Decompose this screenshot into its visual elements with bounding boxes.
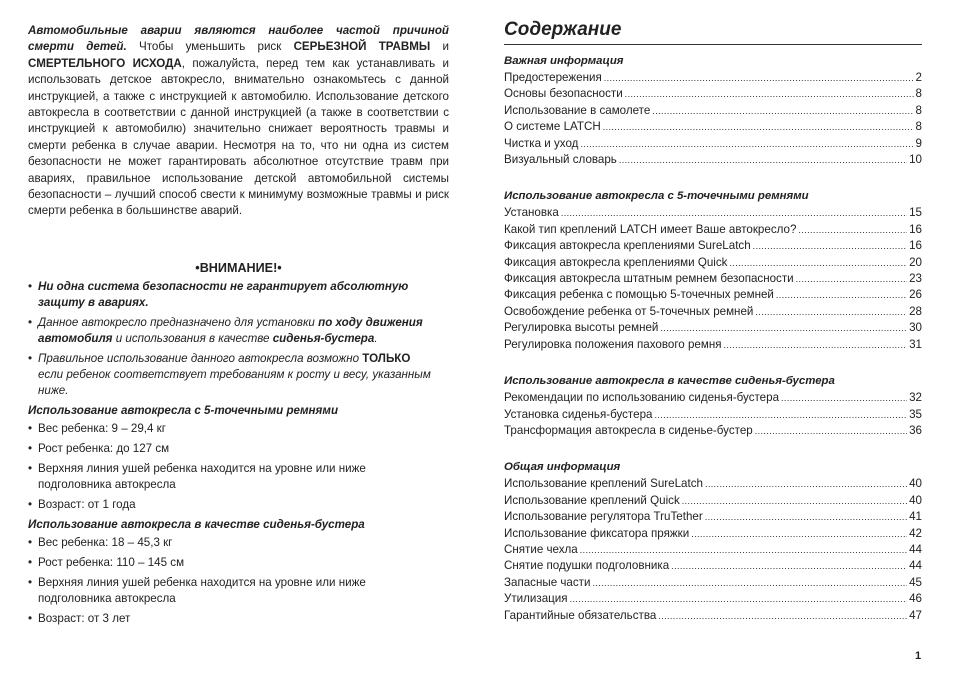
toc-entry-title: Освобождение ребенка от 5-точечных ремней [504,304,754,318]
warning-emphasis: ТОЛЬКО [362,351,411,365]
warning-emphasis: сиденья-бустера [272,331,375,345]
warning-text: Правильное использование данного автокресла возможно [38,351,363,365]
toc-entry[interactable] [504,423,922,439]
toc-entry[interactable] [504,86,922,102]
toc-entry-title: Фиксация ребенка с помощью 5-точечных ремней [504,288,774,302]
list-item: • Рост ребенка: до 127 см [28,441,418,457]
toc-leader-dots [625,86,914,102]
toc-entry[interactable] [504,238,922,254]
warning-text: Данное автокресло предназначено для установки [38,315,319,329]
toc-entry-title: Запасные части [504,575,591,589]
intro-lead: Автомобильные аварии являются наиболее частой причиной смерти детей. [28,24,449,54]
toc-entry-page: 40 [909,493,922,507]
toc-entry-title: Установка сиденья-бустера [504,407,653,421]
toc-leader-dots [755,423,907,439]
toc-leader-dots [580,136,913,152]
toc-entry[interactable] [504,119,922,135]
toc-entry[interactable] [504,271,922,287]
toc-entry[interactable] [504,103,922,119]
toc-entry-title: Основы безопасности [504,87,623,101]
toc-section [504,373,922,439]
left-column [28,23,449,631]
warning-title: •ВНИМАНИЕ!• [195,260,282,275]
toc-entry-title: Фиксация автокресла штатным ремнем безопасности [504,272,794,286]
toc-entry-page: 31 [909,337,922,351]
toc-entry[interactable] [504,608,922,624]
toc-leader-dots [753,238,907,254]
toc-sections [504,53,922,624]
toc-entry-page: 9 [915,136,922,150]
list-item: • Вес ребенка: 9 – 29,4 кг [28,421,418,437]
toc-leader-dots [603,119,914,135]
toc-entry-page: 30 [909,321,922,335]
toc-entry[interactable] [504,287,922,303]
toc-entry[interactable] [504,320,922,336]
toc-leader-dots [570,591,908,607]
toc-leader-dots [604,70,914,86]
toc-entry[interactable] [504,390,922,406]
toc-entry-page: 8 [915,103,922,117]
toc-entry-title: Фиксация автокресла креплениями Quick [504,255,728,269]
list-item: • Возраст: от 1 года [28,497,418,513]
toc-entry-page: 26 [909,288,922,302]
toc-leader-dots [705,509,907,525]
list-item: • Рост ребенка: 110 – 145 см [28,555,418,571]
toc-leader-dots [652,103,913,119]
toc-entry-page: 47 [909,608,922,622]
toc-leader-dots [658,608,907,624]
toc-leader-dots [796,271,907,287]
toc-entry-title: Регулировка высоты ремней [504,321,659,335]
intro-emphasis: СМЕРТЕЛЬНОГО ИСХОДА [28,56,182,70]
toc-leader-dots [682,493,907,509]
list-item: • Возраст: от 3 лет [28,611,418,627]
toc-entry-page: 35 [909,407,922,421]
toc-entry-title: Использование фиксатора пряжки [504,526,690,540]
toc-entry-page: 44 [909,559,922,573]
toc-entry-title: Использование креплений Quick [504,493,680,507]
toc-entry[interactable] [504,337,922,353]
toc-section [504,188,922,353]
toc-entry[interactable] [504,591,922,607]
toc-leader-dots [580,542,907,558]
intro-paragraph [28,23,449,220]
intro-emphasis: СЕРЬЕЗНОЙ ТРАВМЫ [293,40,431,54]
intro-text: Чтобы уменьшить риск [126,40,294,54]
toc-title: Содержание [504,18,922,45]
toc-leader-dots [660,320,907,336]
toc-entry-page: 45 [909,575,922,589]
toc-entry-page: 41 [909,510,922,524]
toc-leader-dots [755,304,907,320]
list-item: • Вес ребенка: 18 – 45,3 кг [28,535,418,551]
toc-entry-title: Снятие подушки подголовника [504,559,670,573]
toc-entry-title: Чистка и уход [504,136,579,150]
toc-entry-title: Предостережения [504,71,602,84]
toc-entry-page: 28 [909,304,922,318]
page-number: 1 [915,650,922,662]
intro-text: , пожалуйста, перед тем как устанавливать и использовать детское автокресло, внимательно ознакомьтесь с данной инструкцией, а также с инструкцией к автомобилю. Использование детского автокресла в соответствии с данной инструкцией (а также в соответствии с инструкцией к автомобилю) значительно снижает вероятность травмы и смерти ребенка в случае аварии. Несмотря на то, что ни одна из систем безопасности не может гарантировать абсолютное отсутствие травм при авариях, правильное использование детской автомобильной системы безопасности – лучший способ свести к минимуму возможные травмы и риск смерти ребенка в большинстве аварий. [28,56,449,218]
booster-list [28,535,449,627]
toc-entry-page: 16 [909,222,922,236]
toc-entry-page: 42 [909,526,922,540]
toc-entry-page: 46 [909,592,922,606]
toc-entry-page: 23 [909,272,922,286]
toc-entry-page: 40 [909,477,922,491]
toc-entry-title: Какой тип креплений LATCH имеет Ваше автокресло? [504,222,797,236]
warning-item [28,351,434,399]
toc-entry-page: 2 [915,71,922,84]
toc-entry-title: Использование регулятора TruTether [504,510,703,524]
warning-item [28,315,434,347]
harness-heading: Использование автокресла с 5-точечными ремнями [28,403,339,417]
toc-entry-title: Рекомендации по использованию сиденья-бустера [504,391,780,405]
toc-leader-dots [691,526,907,542]
toc-entry-title: Использование креплений SureLatch [504,477,703,491]
toc-entry-page: 16 [909,239,922,253]
toc-leader-dots [781,390,907,406]
toc-entry-page: 44 [909,542,922,556]
toc-entry[interactable] [504,136,922,152]
warning-text: если ребенок соответствует требованиям к росту и весу, указанным ниже. [38,367,431,397]
harness-list [28,421,449,513]
booster-heading: Использование автокресла в качестве сиденья-бустера [28,517,365,531]
toc-entry-title: Регулировка положения пахового ремня [504,337,722,351]
toc-entry-page: 20 [909,255,922,269]
warning-emphasis: по ходу движения автомобиля [38,315,423,345]
toc-entry-title: О системе LATCH [504,120,601,134]
toc-entry[interactable] [504,526,922,542]
toc-entry-title: Гарантийные обязательства [504,608,657,622]
toc-entry-title: Снятие чехла [504,542,578,556]
toc-leader-dots [705,476,907,492]
toc-section-heading: Использование автокресла в качестве сиденья-бустера [504,375,835,388]
toc-entry[interactable] [504,222,922,238]
toc-entry-title: Визуальный словарь [504,153,617,167]
toc-leader-dots [776,287,907,303]
toc-entry[interactable] [504,493,922,509]
toc-entry[interactable] [504,542,922,558]
toc-entry-title: Утилизация [504,592,568,606]
toc-section-heading: Использование автокресла с 5-точечными ремнями [504,190,809,203]
warning-item [28,279,434,311]
list-item: • Верхняя линия ушей ребенка находится на уровне или ниже подголовника автокресла [28,461,418,493]
toc-section-heading: Общая информация [504,461,621,474]
toc-entry[interactable] [504,509,922,525]
toc-entry[interactable] [504,255,922,271]
list-item: • Верхняя линия ушей ребенка находится на уровне или ниже подголовника автокресла [28,575,418,607]
toc-leader-dots [724,337,908,353]
toc-entry-page: 36 [909,423,922,437]
toc-entry-title: Установка [504,206,559,220]
toc-entry[interactable] [504,558,922,574]
toc-section [504,459,922,624]
intro-text: и [430,40,450,54]
warning-list [28,279,449,399]
toc-entry-page: 15 [909,206,922,220]
warning-text: и использования в качестве [112,331,273,345]
warning-text: . [374,331,378,345]
toc-leader-dots [619,152,907,168]
toc-leader-dots [729,255,907,271]
toc-section-heading: Важная информация [504,55,624,67]
toc-leader-dots [798,222,907,238]
toc-leader-dots [592,575,907,591]
toc-leader-dots [561,205,907,221]
toc-entry-page: 10 [909,153,922,167]
toc-leader-dots [671,558,907,574]
toc-entry-title: Трансформация автокресла в сиденье-бустер [504,423,753,437]
toc-entry[interactable] [504,407,922,423]
toc-entry[interactable] [504,575,922,591]
toc-entry[interactable] [504,304,922,320]
table-of-contents [504,18,922,624]
toc-entry[interactable] [504,205,922,221]
toc-entry-page: 8 [915,87,922,101]
toc-entry[interactable] [504,152,922,168]
toc-leader-dots [654,407,907,423]
toc-entry[interactable] [504,476,922,492]
toc-section [504,53,922,168]
toc-entry[interactable] [504,70,922,86]
warning-text: Ни одна система безопасности не гарантирует абсолютную защиту в авариях. [38,279,409,309]
toc-entry-title: Фиксация автокресла креплениями SureLatch [504,239,751,253]
toc-entry-page: 8 [915,120,922,134]
toc-entry-title: Использование в самолете [504,103,651,117]
toc-entry-page: 32 [909,391,922,405]
